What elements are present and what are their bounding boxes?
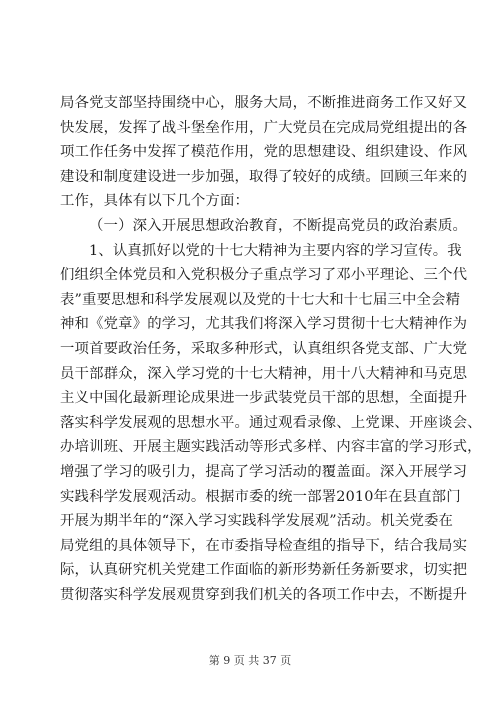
text-line: 落实科学发展观的思想水平。通过观看录像、上党课、开座谈会、 bbox=[60, 414, 482, 431]
text-line: 神和《党章》的学习，尤其我们将深入学习贯彻十七大精神作为 bbox=[60, 316, 468, 333]
text-line: 局党组的具体领导下，在市委指导检查组的指导下，结合我局实 bbox=[60, 537, 468, 554]
text-line: 建设和制度建设进一步加强，取得了较好的成绩。回顾三年来的 bbox=[60, 168, 468, 185]
page-number-footer: 第 9 页 共 37 页 bbox=[208, 654, 292, 667]
text-line: 贯彻落实科学发展观贯穿到我们机关的各项工作中去，不断提升 bbox=[60, 586, 468, 603]
text-line: 项工作任务中发挥了模范作用，党的思想建设、组织建设、作风 bbox=[60, 144, 468, 161]
text-line: 办培训班、开展主题实践活动等形式多样、内容丰富的学习形式， bbox=[60, 439, 482, 456]
text-line: 增强了学习的吸引力，提高了学习活动的覆盖面。深入开展学习 bbox=[60, 463, 468, 480]
text-line: 快发展，发挥了战斗堡垒作用，广大党员在完成局党组提出的各 bbox=[60, 119, 468, 136]
text-line: 开展为期半年的“深入学习实践科学发展观”活动。机关党委在 bbox=[60, 513, 454, 530]
paragraph-first-line: （一）深入开展思想政治教育，不断提高党员的政治素质。 bbox=[89, 217, 468, 234]
text-line: 员干部群众，深入学习党的十七大精神，用十八大精神和马克思 bbox=[60, 365, 468, 382]
paragraph-first-line: 1、认真抓好以党的十七大精神为主要内容的学习宣传。我 bbox=[89, 242, 462, 259]
document-body bbox=[60, 91, 482, 607]
text-line: 们组织全体党员和入党积极分子重点学习了邓小平理论、三个代 bbox=[60, 267, 468, 284]
text-line: 工作，具体有以下几个方面： bbox=[60, 193, 250, 210]
text-line: 局各党支部坚持围绕中心，服务大局，不断推进商务工作又好又 bbox=[60, 95, 468, 111]
text-line: 一项首要政治任务，采取多种形式，认真组织各党支部、广大党 bbox=[60, 340, 468, 357]
text-line: 实践科学发展观活动。根据市委的统一部署2010年在县直部门 bbox=[60, 488, 461, 505]
text-line: 际，认真研究机关党建工作面临的新形势新任务新要求，切实把 bbox=[60, 562, 468, 579]
text-line: 表”重要思想和科学发展观以及党的十七大和十七届三中全会精 bbox=[60, 291, 461, 308]
text-line: 主义中国化最新理论成果进一步武装党员干部的思想，全面提升 bbox=[60, 390, 468, 407]
